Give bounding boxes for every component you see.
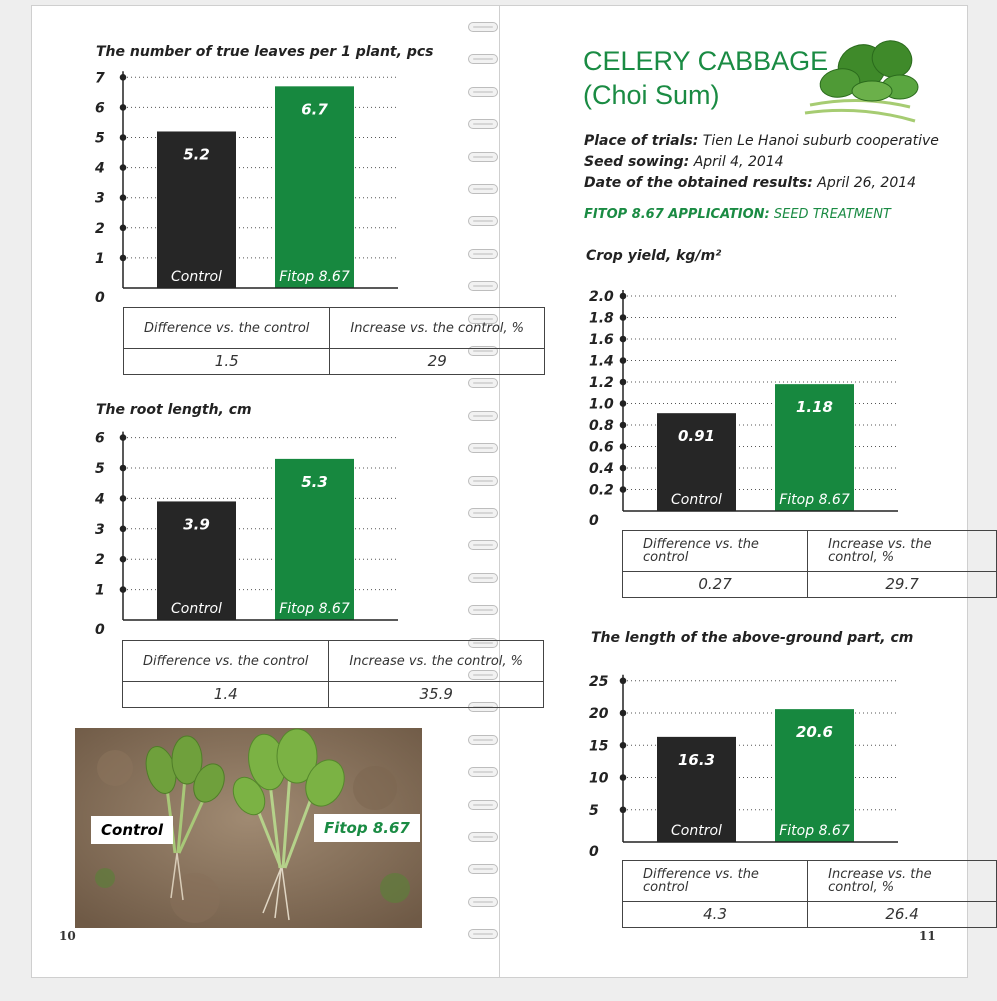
spiral-ring (468, 54, 498, 64)
control-bar-label: Control (171, 601, 222, 617)
tick-dot (620, 486, 627, 493)
tick-dot (620, 357, 627, 364)
results-date (584, 175, 916, 191)
tick-dot (120, 104, 127, 111)
root-chart-title: The root length, cm (96, 402, 252, 418)
tick-dot (620, 677, 627, 684)
spiral-ring (468, 605, 498, 615)
spiral-ring (468, 119, 498, 129)
y-tick-label: 5 (95, 461, 105, 477)
leaves-bar-chart (90, 70, 402, 306)
tick-dot (120, 74, 127, 81)
difference-header: Difference vs. the control (124, 308, 330, 349)
above-ground-stats-table (622, 860, 997, 928)
spiral-ring (468, 767, 498, 777)
sowing-value: April 4, 2014 (693, 154, 784, 170)
seed-sowing (584, 154, 784, 170)
y-tick-label: 1.8 (589, 310, 614, 327)
y-tick-label: 1.2 (589, 375, 614, 391)
yield-chart-title: Crop yield, kg/m² (586, 248, 722, 264)
control-bar-label: Control (671, 823, 722, 839)
page-number-right: 11 (919, 929, 936, 943)
increase-header: Increase vs. the control, % (808, 861, 997, 902)
difference-value: 4.3 (623, 902, 808, 928)
fitop-value-label: 1.18 (795, 398, 834, 417)
fitop-bar-label: Fitop 8.67 (279, 601, 350, 617)
spiral-ring (468, 411, 498, 421)
spiral-ring (468, 22, 498, 32)
spiral-ring (468, 540, 498, 550)
fitop-value-label: 5.3 (301, 472, 328, 491)
spiral-ring (468, 864, 498, 874)
y-tick-label: 4 (95, 491, 105, 508)
tick-dot (620, 710, 627, 717)
spiral-ring (468, 832, 498, 842)
root-stats-table (122, 640, 544, 708)
y-tick-label: 0.4 (589, 461, 614, 477)
y-tick-label: 2 (95, 220, 105, 237)
spiral-ring (468, 735, 498, 745)
fitop-bar-label: Fitop 8.67 (779, 492, 850, 508)
y-tick-label: 20 (589, 706, 609, 722)
increase-value: 29 (330, 349, 545, 375)
y-tick-label: 1.6 (589, 332, 614, 348)
spiral-ring (468, 508, 498, 518)
spiral-ring (468, 249, 498, 259)
y-tick-label: 5 (589, 802, 599, 819)
spiral-ring (468, 476, 498, 486)
y-tick-label: 7 (95, 70, 105, 87)
place-label: Place of trials: (584, 133, 699, 149)
y-tick-label: 0 (589, 513, 599, 529)
tick-dot (620, 336, 627, 343)
y-tick-label: 1 (95, 250, 105, 267)
crop-title-line1: CELERY CABBAGE (583, 46, 829, 76)
y-tick-label: 15 (589, 738, 609, 755)
tick-dot (120, 556, 127, 563)
y-tick-label: 0.6 (589, 439, 614, 456)
y-tick-label: 3 (95, 190, 105, 207)
results-value: April 26, 2014 (817, 175, 917, 191)
y-tick-label: 1.0 (589, 396, 614, 413)
fitop-bar-label: Fitop 8.67 (779, 823, 850, 839)
application-line (584, 207, 891, 222)
difference-header: Difference vs. the control (623, 861, 808, 902)
tick-dot (120, 134, 127, 141)
tick-dot (620, 443, 627, 450)
y-tick-label: 4 (95, 160, 105, 177)
y-tick-label: 2.0 (589, 289, 614, 305)
crop-title (583, 44, 828, 112)
tick-dot (620, 774, 627, 781)
leaves-stats-table (123, 307, 545, 375)
tick-dot (620, 400, 627, 407)
leaves-chart-title: The number of true leaves per 1 plant, pcs (96, 44, 434, 60)
sowing-label: Seed sowing: (584, 154, 690, 170)
application-value: SEED TREATMENT (773, 207, 891, 222)
tick-dot (120, 225, 127, 232)
photo-label-control: Control (91, 816, 173, 844)
spiral-ring (468, 281, 498, 291)
tick-dot (620, 314, 627, 321)
page-number-left: 10 (59, 929, 76, 943)
y-tick-label: 6 (95, 100, 105, 117)
fitop-bar-label: Fitop 8.67 (279, 269, 350, 285)
tick-dot (120, 586, 127, 593)
celery-cabbage-leaves-icon (800, 35, 924, 125)
photo-label-fitop: Fitop 8.67 (314, 814, 420, 842)
above-ground-chart-title: The length of the above-ground part, cm (591, 630, 914, 646)
tick-dot (120, 255, 127, 262)
place-value: Tien Le Hanoi suburb cooperative (702, 133, 939, 149)
y-tick-label: 0.2 (589, 482, 614, 499)
tick-dot (620, 293, 627, 300)
place-of-trials (584, 133, 939, 149)
spiral-ring (468, 216, 498, 226)
control-value-label: 16.3 (677, 750, 716, 769)
increase-header: Increase vs. the control, % (330, 308, 545, 349)
increase-header: Increase vs. the control, % (329, 641, 544, 682)
tick-dot (120, 465, 127, 472)
increase-value: 29.7 (808, 572, 997, 598)
control-value-label: 3.9 (183, 515, 210, 534)
spiral-ring (468, 573, 498, 583)
y-tick-label: 0 (95, 290, 105, 306)
tick-dot (620, 465, 627, 472)
y-tick-label: 0 (95, 622, 105, 638)
y-tick-label: 0 (589, 844, 599, 860)
spiral-ring (468, 897, 498, 907)
yield-stats-table (622, 530, 997, 598)
increase-value: 26.4 (808, 902, 997, 928)
yield-bar-chart (583, 282, 901, 529)
fitop-value-label: 20.6 (795, 723, 834, 742)
y-tick-label: 25 (589, 673, 609, 690)
tick-dot (620, 806, 627, 813)
increase-header: Increase vs. the control, % (808, 531, 997, 572)
difference-value: 1.4 (123, 682, 329, 708)
difference-value: 1.5 (124, 349, 330, 375)
y-tick-label: 2 (95, 552, 105, 569)
spiral-ring (468, 443, 498, 453)
control-value-label: 0.91 (677, 427, 716, 446)
y-tick-label: 5 (95, 130, 105, 147)
y-tick-label: 10 (589, 770, 609, 787)
tick-dot (620, 379, 627, 386)
spiral-ring (468, 87, 498, 97)
above-ground-bar-chart (583, 660, 901, 860)
plant-comparison-photo (75, 728, 422, 928)
spiral-ring (468, 800, 498, 810)
spiral-ring (468, 184, 498, 194)
spiral-ring (468, 929, 498, 939)
spiral-ring (468, 378, 498, 388)
tick-dot (120, 434, 127, 441)
crop-title-line2: (Choi Sum) (583, 80, 720, 110)
difference-header: Difference vs. the control (623, 531, 808, 572)
difference-header: Difference vs. the control (123, 641, 329, 682)
increase-value: 35.9 (329, 682, 544, 708)
control-bar-label: Control (171, 269, 222, 285)
root-bar-chart (90, 428, 402, 638)
difference-value: 0.27 (623, 572, 808, 598)
spiral-ring (468, 152, 498, 162)
results-label: Date of the obtained results: (584, 175, 813, 191)
tick-dot (120, 194, 127, 201)
y-tick-label: 1.4 (589, 353, 614, 370)
control-value-label: 5.2 (183, 145, 210, 164)
control-bar-label: Control (671, 492, 722, 508)
tick-dot (620, 422, 627, 429)
application-label: FITOP 8.67 APPLICATION: (584, 207, 770, 222)
tick-dot (120, 164, 127, 171)
y-tick-label: 1 (95, 582, 105, 599)
y-tick-label: 6 (95, 430, 105, 447)
tick-dot (120, 526, 127, 533)
y-tick-label: 3 (95, 521, 105, 538)
tick-dot (620, 742, 627, 749)
fitop-value-label: 6.7 (301, 100, 328, 119)
tick-dot (120, 495, 127, 502)
y-tick-label: 0.8 (589, 418, 614, 434)
